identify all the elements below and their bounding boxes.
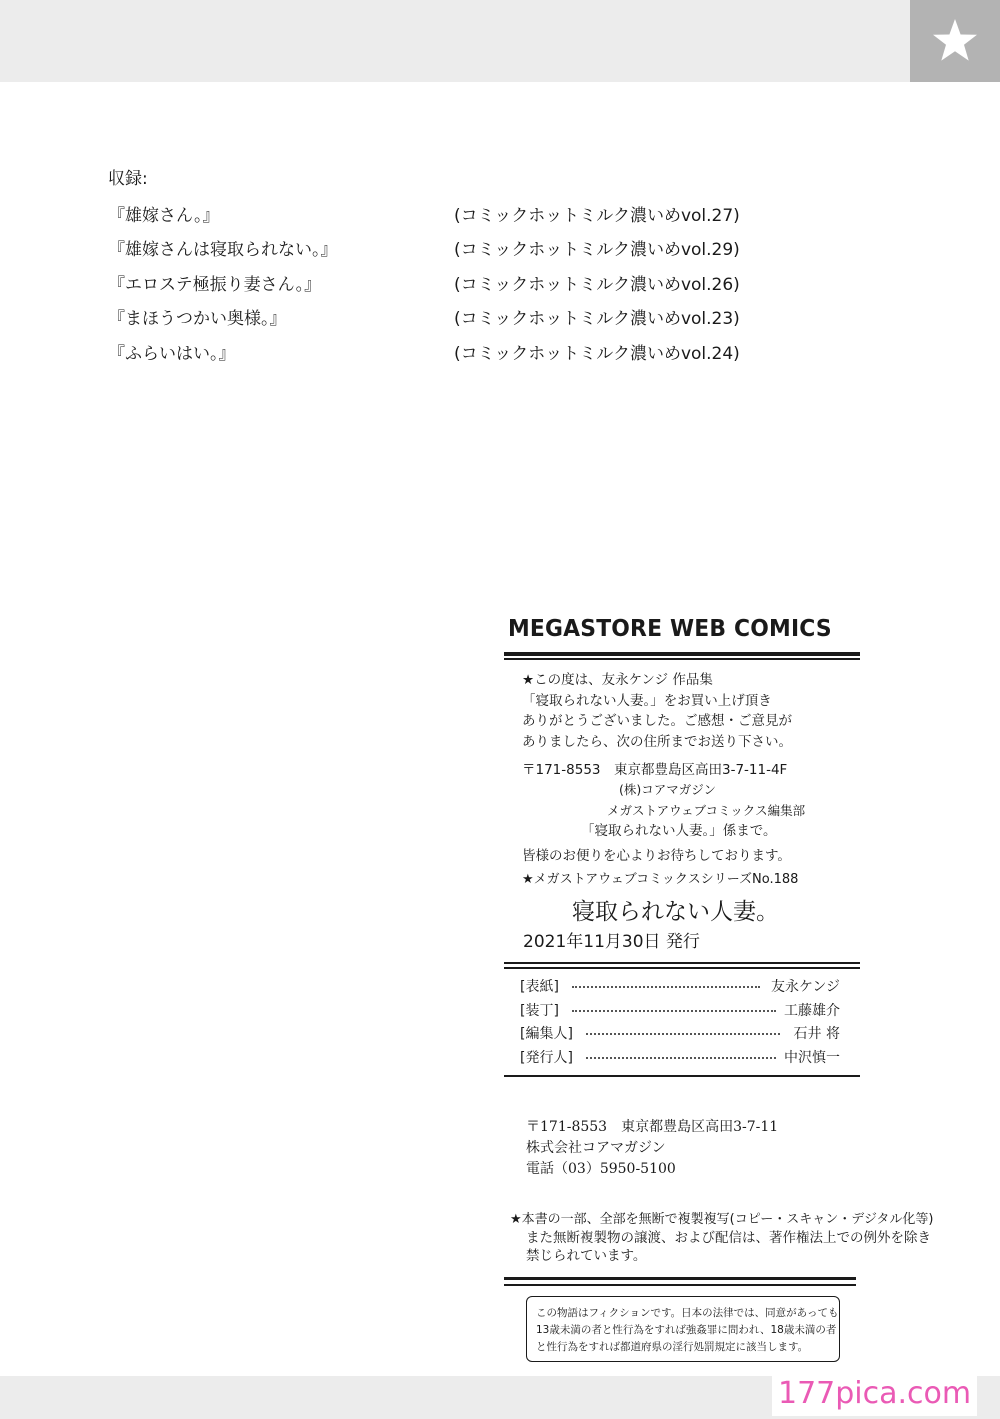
- credit-role: [編集人]: [520, 1023, 573, 1043]
- series-number: ★メガストアウェブコミックスシリーズNo.188: [522, 872, 799, 887]
- book-title: 寝取られない人妻。: [572, 899, 779, 925]
- leader-dots: [572, 1010, 776, 1012]
- series-logo: MEGASTORE WEB COMICS: [508, 616, 832, 642]
- closing-line: 皆様のお便りを心よりお待ちしております。: [522, 848, 791, 864]
- copyright-notice-line: ★本書の一部、全部を無断で複製複写(コピー・スキャン・デジタル化等): [510, 1212, 934, 1227]
- divider: [504, 962, 860, 964]
- story-source: (コミックホットミルク濃いめvol.27): [454, 206, 740, 226]
- publisher-address: 〒171-8553 東京都豊島区高田3-7-11: [526, 1119, 779, 1135]
- divider: [504, 967, 860, 969]
- story-title: 『エロステ極振り妻さん。』: [108, 275, 322, 295]
- story-source: (コミックホットミルク濃いめvol.29): [454, 240, 740, 260]
- story-title: 『ふらいはい。』: [108, 344, 236, 364]
- address-line: (株)コアマガジン: [619, 782, 716, 797]
- story-title: 『まほうつかい奥様。』: [108, 309, 287, 329]
- address-line: 「寝取られない人妻。」係まで。: [581, 823, 777, 839]
- credit-row: [520, 976, 840, 996]
- address-line: 〒171-8553 東京都豊島区高田3-7-11-4F: [522, 762, 788, 778]
- divider: [504, 658, 860, 660]
- credit-name: 石井 将: [794, 1023, 840, 1043]
- credit-row: [520, 1000, 840, 1020]
- credit-name: 中沢慎一: [784, 1047, 840, 1067]
- fiction-notice-line: この物語はフィクションです。日本の法律では、同意があっても: [536, 1307, 839, 1319]
- address-line: メガストアウェブコミックス編集部: [607, 803, 806, 818]
- publisher-name: 株式会社コアマガジン: [526, 1140, 666, 1156]
- message-line: ★この度は、友永ケンジ 作品集: [522, 672, 713, 688]
- message-line: ありがとうございました。ご感想・ご意見が: [522, 713, 792, 729]
- credit-role: [発行人]: [520, 1047, 573, 1067]
- divider: [504, 1277, 856, 1280]
- message-line: 「寝取られない人妻。」をお買い上げ頂き: [522, 693, 772, 709]
- leader-dots: [572, 986, 760, 988]
- message-line: ありましたら、次の住所までお送り下さい。: [522, 734, 792, 750]
- contents-heading: 収録:: [108, 169, 148, 189]
- star-icon: [932, 18, 978, 62]
- publish-date: 2021年11月30日 発行: [523, 932, 700, 952]
- credit-role: [表紙]: [520, 976, 559, 996]
- site-watermark: 177pica.com: [772, 1372, 977, 1416]
- leader-dots: [586, 1033, 780, 1035]
- star-badge: [910, 0, 1000, 82]
- credit-row: [520, 1023, 840, 1043]
- credit-role: [装丁]: [520, 1000, 559, 1020]
- copyright-notice-line: 禁じられています。: [526, 1248, 647, 1264]
- story-source: (コミックホットミルク濃いめvol.23): [454, 309, 740, 329]
- credit-name: 友永ケンジ: [771, 976, 840, 996]
- story-title: 『雄嫁さん。』: [108, 206, 220, 226]
- story-title: 『雄嫁さんは寝取られない。』: [108, 240, 338, 260]
- leader-dots: [586, 1057, 776, 1059]
- fiction-notice-box: [526, 1296, 840, 1362]
- divider: [504, 1075, 860, 1077]
- story-source: (コミックホットミルク濃いめvol.26): [454, 275, 740, 295]
- fiction-notice-line: と性行為をすれば都道府県の淫行処罰規定に該当します。: [536, 1341, 809, 1353]
- header-band: [0, 0, 910, 82]
- publisher-phone: 電話（03）5950-5100: [526, 1161, 676, 1177]
- credit-name: 工藤雄介: [784, 1000, 840, 1020]
- divider: [504, 1284, 856, 1286]
- credit-row: [520, 1047, 840, 1067]
- story-source: (コミックホットミルク濃いめvol.24): [454, 344, 740, 364]
- divider: [504, 652, 860, 656]
- copyright-notice-line: また無断複製物の譲渡、および配信は、著作権法上での例外を除き: [526, 1230, 931, 1246]
- fiction-notice-line: 13歳未満の者と性行為をすれば強姦罪に問われ、18歳未満の者: [536, 1324, 837, 1336]
